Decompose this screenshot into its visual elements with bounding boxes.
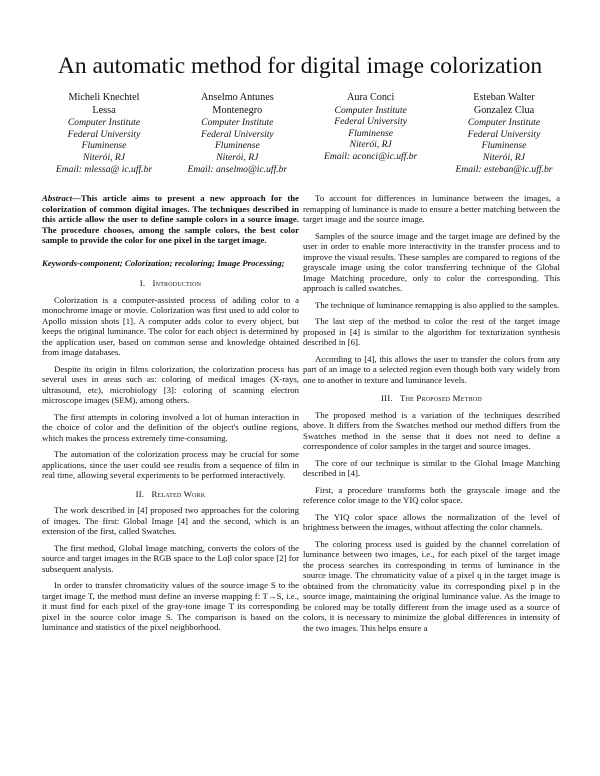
section-title: The Proposed Method <box>400 393 482 403</box>
paragraph: The first attempts in coloring involved a lot of human interaction in the choice of color and the definition of the object's outline regions, which makes the process extremely time-consuming. <box>42 411 299 443</box>
section-title: Related Work <box>151 488 206 499</box>
author-3 <box>307 92 435 175</box>
author-email: Email: anselmo@ic.uff.br <box>187 163 288 175</box>
section-number: III. <box>381 393 393 403</box>
author-affiliation: Computer Institute <box>67 117 141 129</box>
paragraph: To account for differences in luminance between the images, a remapping of luminance is made to ensure a better matching between the target image and the source image. <box>303 193 560 224</box>
author-affiliation: Federal University <box>334 116 408 128</box>
left-column <box>42 193 299 639</box>
author-2 <box>173 92 301 175</box>
author-name-line1: Micheli Knechtel <box>68 92 140 103</box>
author-affiliation: Fluminense <box>214 140 260 152</box>
author-4 <box>440 92 568 175</box>
paragraph: Colorization is a computer-assisted process of adding color to a monochrome image or movie. Colorization was first used to add color to Apollo mission shots [1]. A computer adds color to every object, but keeps the original luminance. The color for each object is determined by the application user, based on common sense and knowledge obtained from image databases. <box>42 294 299 357</box>
author-affiliation: Computer Institute <box>334 104 407 116</box>
paragraph: The first method, Global Image matching, converts the colors of the source and target images in the RGB space to the Lαβ color space [2] for subsequent analysis. <box>42 542 299 574</box>
section-heading-introduction <box>42 278 299 289</box>
paragraph: The proposed method is a variation of the techniques described above. It differs from the Swatches method our method differs from the Swatches method in the sense that it does not need to define a correspondence of color samples in the target and source images. <box>303 409 560 451</box>
paper-title: An automatic method for digital image colorization <box>57 53 543 79</box>
author-affiliation: Federal University <box>467 128 541 140</box>
paragraph: The automation of the colorization process may be crucial for some applications, since the user could see results from a sequence of film in real time, allowing several experiments to be performed interactively. <box>42 449 299 480</box>
paragraph: The last step of the method to color the rest of the target image proposed in [4] is similar to the algorithm for texturization synthesis described in [6]. <box>303 316 560 347</box>
author-name-line1: Aura Conci <box>347 92 395 103</box>
author-affiliation: Federal University <box>67 128 141 140</box>
author-city: Niterói, RJ <box>216 151 259 163</box>
paragraph: First, a procedure transforms both the grayscale image and the reference color image to the YIQ color space. <box>303 484 560 505</box>
abstract-text: —This article aims to present a new approach for the colorization of common digital images. The techniques described in this article allow the user to define sample colors in a source image. The procedure chooses, among the sample colors, the best color sample to provide the color for one pixel in the target image. <box>42 193 299 245</box>
author-affiliation: Computer Institute <box>201 117 274 129</box>
paragraph: The YIQ color space allows the normalization of the level of brightness between the images, without affecting the color channels. <box>303 511 560 532</box>
section-number: II. <box>135 488 145 499</box>
author-city: Niterói, RJ <box>349 139 392 151</box>
author-affiliation: Federal University <box>200 128 274 140</box>
section-heading-related-work <box>42 489 299 500</box>
author-name-line1: Anselmo Antunes <box>200 92 274 103</box>
author-affiliation: Fluminense <box>481 140 527 152</box>
author-name-line2: Lessa <box>92 104 116 116</box>
author-affiliation: Fluminense <box>348 127 394 139</box>
author-1 <box>40 92 168 175</box>
paragraph: Despite its origin in films colorization, the colorization process has several uses in areas such as: coloring of medical images (X-rays, ultrasound, etc), microbiology [3]: coloring of scanning electron microscope images (SEM), among others. <box>42 363 299 405</box>
author-city: Niterói, RJ <box>82 151 126 163</box>
author-affiliation: Fluminense <box>81 140 127 152</box>
paragraph: Samples of the source image and the target image are defined by the user in order to enable more interactivity in the transfer process and to improve the visual results. These samples are compared to regions of the grayscale image using the color transferring technique of the Global Image Matching procedure, only to color the corresponding. This approach is called swatches. <box>303 230 560 293</box>
paragraph: The work described in [4] proposed two approaches for the coloring of images. The first: Global Image [4] and the second, which is an extension of the first, called Swatches. <box>42 505 299 536</box>
author-city: Niterói, RJ <box>482 151 526 163</box>
paragraph: The technique of luminance remapping is also applied to the samples. <box>315 299 560 310</box>
abstract-label: Abstract <box>42 193 73 203</box>
paragraph: The coloring process used is guided by the channel correlation of luminance between two images, i.e., for each pixel of the target image the process searches its corresponding in terms of luminance in the source image. The chromaticity value of a pixel q in the target image is obtained from the chromaticity value its corresponding pixel p in the source image, maintaining the original luminance value. As the image to be colored may be totally different from the image used as a source of colors, it is necessary to minimize the global differences in intensity of the two images. This helps ensure a <box>303 538 560 633</box>
author-name-line2: Montenegro <box>212 104 263 116</box>
section-title: Introduction <box>152 278 202 288</box>
right-column <box>303 193 560 639</box>
author-affiliation: Computer Institute <box>467 117 541 129</box>
author-email: Email: aconci@ic.uff.br <box>324 150 418 162</box>
paragraph: According to [4], this allows the user to transfer the colors from any part of an image to a selected region even though both vary widely from one to another in texture and luminance levels. <box>303 353 560 385</box>
paragraph: In order to transfer chromaticity values of the source image S to the target image T, the method must define an inverse mapping f: T→S, i.e., it must find for each pixel of the gray-tone image T its corresponding pixel in the source color image S. The comparison is based on the luminance and statistics of the pixel neighborhood. <box>42 580 299 632</box>
paragraph: The core of our technique is similar to the Global Image Matching described in [4]. <box>303 457 560 478</box>
author-name-line1: Esteban Walter <box>473 92 535 103</box>
author-block <box>40 92 568 175</box>
abstract <box>42 193 299 246</box>
author-name-line2: Gonzalez Clua <box>473 104 535 116</box>
author-email: Email: mlessa@ ic.uff.br <box>55 163 153 175</box>
section-number: I. <box>139 278 146 288</box>
author-email: Email: esteban@ic.uff.br <box>455 163 553 175</box>
keywords: Keywords-component; Colorization; recoloring; Image Processing; <box>42 257 285 268</box>
section-heading-proposed-method <box>303 393 560 404</box>
